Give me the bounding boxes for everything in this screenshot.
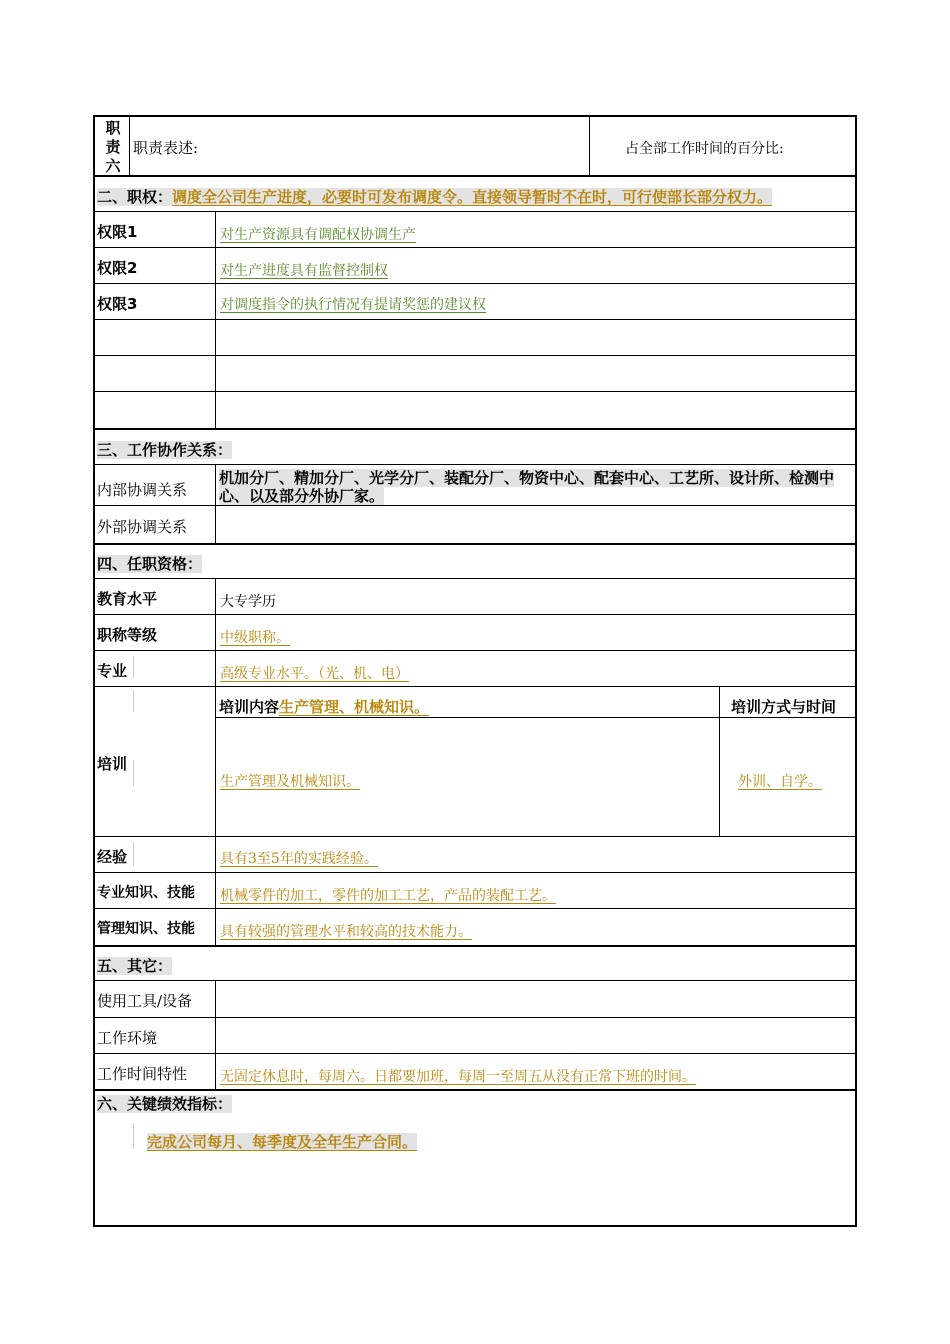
duty6-desc-label: 职责表述:: [133, 139, 199, 157]
authority-row-3-value: 对调度指令的执行情况有提请奖惩的建议权: [220, 297, 486, 313]
internal-coordination-value: 机加分厂、精加分厂、光学分厂、装配分厂、物资中心、配套中心、工艺所、设计所、检测中心、以及部分外协厂家。: [219, 469, 835, 505]
education-value: 大专学历: [220, 594, 276, 610]
other-section-title: 五、其它：: [97, 957, 173, 975]
authority-section-title: 二、职权：: [97, 188, 173, 206]
authority-row-1-label: 权限1: [97, 223, 138, 241]
work-time-value: 无固定休息时，每周六。日都要加班，每周一至周五从没有正常下班的时间。: [220, 1069, 696, 1085]
duty6-label: [103, 119, 123, 176]
training-content-label: 培训内容: [219, 698, 280, 716]
authority-summary: 调度全公司生产进度，必要时可发布调度令。直接领导暂时不在时，可行使部长部分权力。: [172, 188, 773, 206]
management-skill-label: 管理知识、技能: [97, 921, 195, 937]
training-method-label: 培训方式与时间: [731, 698, 837, 716]
work-time-label: 工作时间特性: [97, 1065, 188, 1083]
training-detail-value: 生产管理及机械知识。: [220, 774, 360, 790]
cooperation-section-title: 三、工作协作关系：: [97, 441, 233, 459]
authority-row-2-label: 权限2: [97, 259, 138, 277]
job-description-table: [93, 115, 857, 1227]
professional-skill-label: 专业知识、技能: [97, 885, 195, 901]
education-label: 教育水平: [97, 590, 158, 608]
major-value: 高级专业水平。（光、机、电）: [220, 666, 409, 682]
experience-value: 具有3至5年的实践经验。: [220, 851, 378, 867]
kpi-value: 完成公司每月、每季度及全年生产合同。: [147, 1133, 418, 1151]
training-label: 培训: [97, 755, 128, 773]
authority-section: [95, 186, 774, 207]
experience-label: 经验: [97, 848, 128, 866]
major-label: 专业: [97, 662, 128, 680]
title-grade-label: 职称等级: [97, 626, 158, 644]
professional-skill-value: 机械零件的加工，零件的加工工艺，产品的装配工艺。: [220, 888, 556, 904]
authority-row-2-value: 对生产进度具有监督控制权: [220, 263, 388, 279]
training-method-value: 外训、自学。: [738, 774, 822, 790]
authority-row-3-label: 权限3: [97, 295, 138, 313]
tools-label: 使用工具/设备: [97, 992, 193, 1010]
duty6-char-3: 六: [105, 157, 121, 175]
qualification-section-title: 四、任职资格：: [97, 555, 203, 573]
title-grade-value: 中级职称。: [220, 630, 290, 646]
kpi-section-title: 六、关键绩效指标：: [97, 1095, 233, 1113]
management-skill-value: 具有较强的管理水平和较高的技术能力。: [220, 924, 472, 940]
external-coordination-label: 外部协调关系: [97, 518, 188, 536]
duty6-time-pct-label: 占全部工作时间的百分比:: [625, 141, 784, 157]
work-environment-label: 工作环境: [97, 1029, 158, 1047]
internal-coordination-label: 内部协调关系: [97, 481, 188, 499]
duty6-char-2: 责: [105, 138, 121, 156]
duty6-char-1: 职: [105, 119, 121, 137]
authority-row-1-value: 对生产资源具有调配权协调生产: [220, 227, 416, 243]
training-content-value: 生产管理、机械知识。: [279, 698, 430, 716]
